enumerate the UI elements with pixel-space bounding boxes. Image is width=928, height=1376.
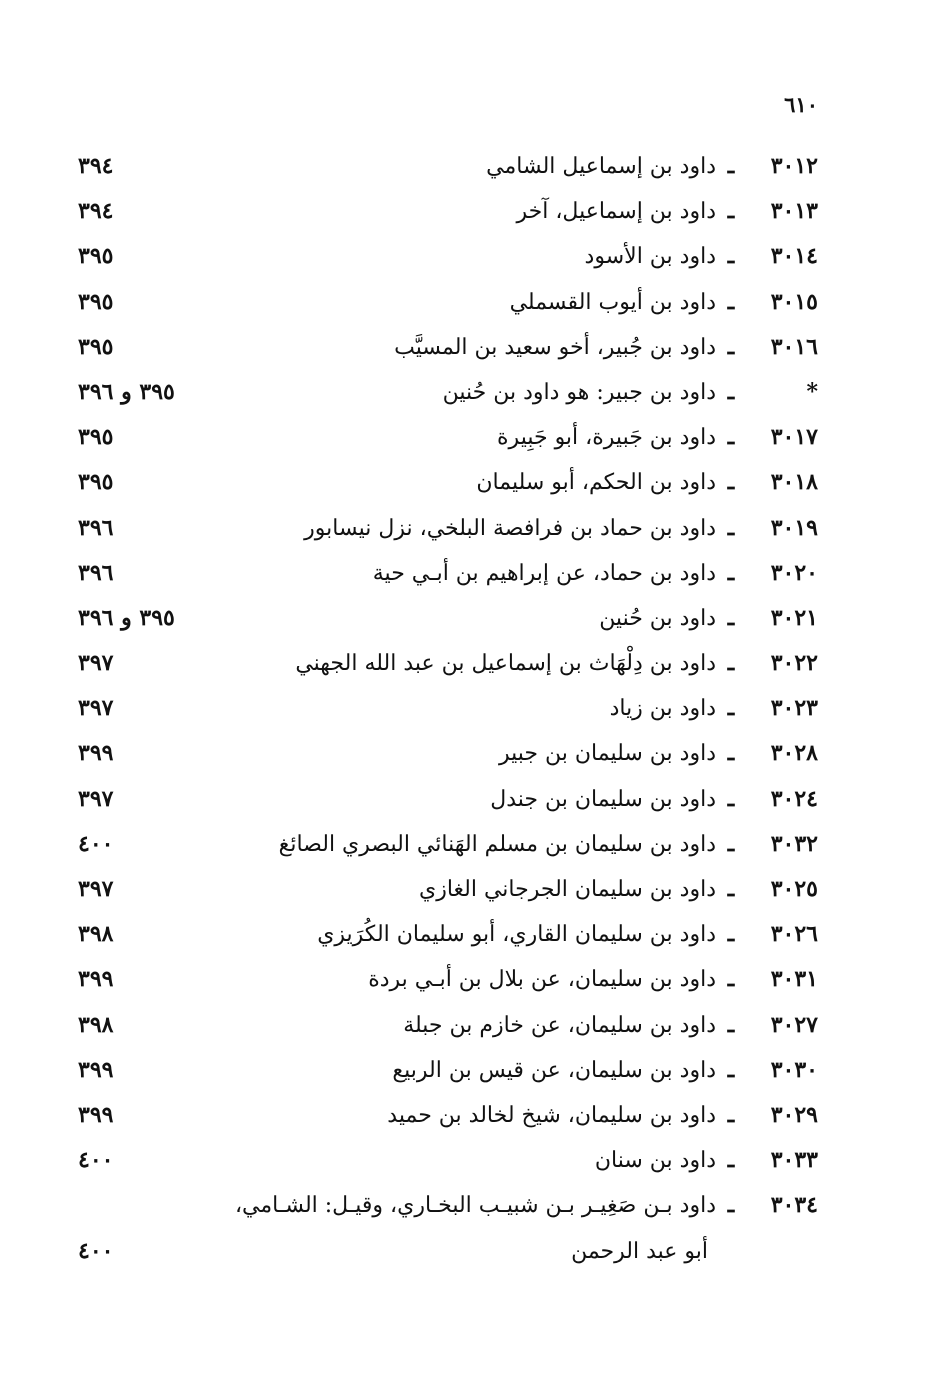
entry-page-ref: ٣٩٧ (78, 650, 114, 677)
index-entry (78, 1048, 818, 1093)
entry-name: داود بن سليمان، عن بلال بن أبـي بردة (368, 967, 716, 993)
index-entry (78, 867, 818, 912)
entry-page-ref: ٣٩٩ (78, 1101, 114, 1128)
entry-name: داود بن سنان (594, 1148, 716, 1174)
entry-name: داود بن سليمان بن جبير (499, 741, 716, 767)
index-entry (78, 686, 818, 731)
entry-number: ٣٠٣٣ (770, 1147, 818, 1174)
index-entry (78, 234, 818, 279)
entry-number: ٣٠١٥ (770, 288, 818, 315)
entry-dash: ـ (727, 424, 735, 451)
entry-number: ٣٠١٤ (770, 243, 818, 270)
entry-name: داود بن إسماعيل، آخر (516, 199, 716, 225)
entry-name: داود بن سليمان، شيخ لخالد بن حميد (387, 1102, 716, 1128)
index-entry (78, 641, 818, 686)
entry-number: ٣٠٢٩ (770, 1101, 818, 1128)
entry-number: ٣٠٣٤ (770, 1192, 818, 1219)
index-entry (78, 460, 818, 505)
entry-dash: ـ (727, 333, 735, 360)
index-entry (78, 596, 818, 641)
entry-name: داود بن سليمان الجرجاني الغازي (419, 877, 716, 902)
entry-number: ٣٠٢١ (770, 604, 818, 631)
entry-asterisk: * (806, 378, 818, 405)
entry-number: ٣٠٣١ (770, 966, 818, 993)
index-entry (78, 415, 818, 460)
entry-page-ref: ٤٠٠ (78, 830, 114, 857)
entry-page-ref: ٣٩٥ (78, 424, 114, 451)
entry-dash: ـ (727, 1101, 735, 1128)
entry-name: داود بن زياد (609, 696, 716, 722)
index-entry (78, 957, 818, 1002)
entry-dash: ـ (727, 1056, 735, 1083)
entry-page-ref: ٤٠٠ (78, 1237, 114, 1264)
index-entry (78, 731, 818, 776)
entry-name: داود بن جبير: هو داود بن حُنين (442, 379, 716, 405)
entry-name: داود بن إسماعيل الشامي (486, 154, 716, 179)
entry-name: داود بن سليمان القاري، أبو سليمان الكُرَيزي (317, 922, 716, 948)
entry-number: ٣٠٢٦ (770, 921, 818, 948)
entry-name: داود بن سليمان بن مسلم الهَنائي البصري الصائغ (278, 831, 716, 857)
entry-page-ref: ٣٩٥ و ٣٩٦ (78, 378, 175, 405)
index-entry (78, 144, 818, 189)
index-entry (78, 1093, 818, 1138)
entry-page-ref: ٤٠٠ (78, 1147, 114, 1174)
entry-dash: ـ (727, 514, 735, 541)
entry-page-ref: ٣٩٥ و ٣٩٦ (78, 604, 175, 631)
index-entry (78, 777, 818, 822)
entry-page-ref: ٣٩٧ (78, 876, 114, 902)
index-entry (78, 1003, 818, 1048)
entry-number: ٣٠٢٧ (770, 1011, 818, 1038)
entry-name: داود بن سليمان، عن قيس بن الربيع (392, 1057, 716, 1083)
entry-number: ٣٠١٧ (770, 424, 818, 451)
entry-page-ref: ٣٩٨ (78, 921, 114, 948)
entry-number: ٣٠١٨ (770, 469, 818, 496)
entry-name: داود بن جَبيرة، أبو جَبِيرة (497, 425, 716, 451)
index-entry (78, 325, 818, 370)
entry-dash: ـ (727, 288, 735, 315)
entry-name: داود بن حماد، عن إبراهيم بن أبـي حية (372, 560, 716, 586)
entry-dash: ـ (727, 695, 735, 722)
entry-dash: ـ (727, 604, 735, 631)
entry-name: أبو عبد الرحمن (571, 1238, 708, 1264)
index-entry (78, 551, 818, 596)
entry-number: ٣٠٢٤ (770, 785, 818, 812)
entry-name: داود بـن صَغِيـر بـن شبيـب البخـاري، وقيـل: الشـامي، (234, 1193, 716, 1219)
index-list (78, 144, 818, 1274)
entry-number: ٣٠٣٢ (770, 830, 818, 857)
entry-page-ref: ٣٩٧ (78, 785, 114, 812)
entry-dash: ـ (727, 921, 735, 948)
entry-page-ref: ٣٩٤ (78, 198, 114, 225)
entry-name: داود بن أيوب القسملي (509, 289, 716, 315)
entry-page-ref: ٣٩٩ (78, 1056, 114, 1083)
entry-name: داود بن جُبير، أخو سعيد بن المسيَّب (394, 334, 716, 360)
entry-page-ref: ٣٩٥ (78, 288, 114, 315)
entry-number: ٣٠٢٣ (770, 695, 818, 722)
entry-page-ref: ٣٩٧ (78, 695, 114, 722)
page-number: ٦١٠ (784, 92, 818, 117)
entry-page-ref: ٣٩٦ (78, 559, 114, 586)
entry-dash: ـ (727, 876, 735, 902)
entry-dash: ـ (727, 740, 735, 767)
entry-number: ٣٠٢٠ (770, 559, 818, 586)
entry-number: ٣٠١٢ (770, 153, 818, 179)
entry-dash: ـ (727, 559, 735, 586)
entry-page-ref: ٣٩٦ (78, 514, 114, 541)
entry-dash: ـ (727, 785, 735, 812)
entry-page-ref: ٣٩٤ (78, 153, 114, 179)
entry-page-ref: ٣٩٥ (78, 243, 114, 270)
entry-dash: ـ (727, 378, 735, 405)
index-entry (78, 370, 818, 415)
entry-dash: ـ (727, 830, 735, 857)
index-entry (78, 1183, 818, 1228)
entry-dash: ـ (727, 1192, 735, 1219)
entry-name: داود بن دِلْهَاث بن إسماعيل بن عبد الله الجهني (295, 651, 716, 677)
entry-dash: ـ (727, 966, 735, 993)
entry-page-ref: ٣٩٩ (78, 966, 114, 993)
entry-page-ref: ٣٩٩ (78, 740, 114, 767)
entry-number: ٣٠٢٢ (770, 650, 818, 677)
entry-name: داود بن سليمان، عن خازم بن جبلة (403, 1012, 716, 1038)
entry-dash: ـ (727, 1011, 735, 1038)
entry-name: داود بن سليمان بن جندل (490, 786, 716, 812)
entry-number: ٣٠١٣ (770, 198, 818, 225)
entry-number: ٣٠٢٥ (770, 876, 818, 902)
entry-number: ٣٠١٦ (770, 333, 818, 360)
entry-dash: ـ (727, 650, 735, 677)
entry-page-ref: ٣٩٨ (78, 1011, 114, 1038)
entry-dash: ـ (727, 198, 735, 225)
index-entry (78, 506, 818, 551)
index-entry (78, 280, 818, 325)
index-entry (78, 189, 818, 234)
index-entry (78, 1138, 818, 1183)
entry-name: داود بن حُنين (599, 605, 716, 631)
entry-page-ref: ٣٩٥ (78, 469, 114, 496)
entry-dash: ـ (727, 1147, 735, 1174)
index-entry (78, 912, 818, 957)
entry-number: ٣٠٣٠ (770, 1056, 818, 1083)
entry-dash: ـ (727, 243, 735, 270)
index-entry-continuation (78, 1229, 818, 1274)
entry-name: داود بن حماد بن فرافصة البلخي، نزل نيسابور (304, 515, 716, 541)
entry-number: ٣٠٢٨ (770, 740, 818, 767)
entry-number: ٣٠١٩ (770, 514, 818, 541)
entry-page-ref: ٣٩٥ (78, 333, 114, 360)
entry-name: داود بن الحكم، أبو سليمان (476, 470, 716, 496)
entry-dash: ـ (727, 153, 735, 179)
entry-dash: ـ (727, 469, 735, 496)
index-entry (78, 822, 818, 867)
entry-name: داود بن الأسود (584, 244, 716, 270)
